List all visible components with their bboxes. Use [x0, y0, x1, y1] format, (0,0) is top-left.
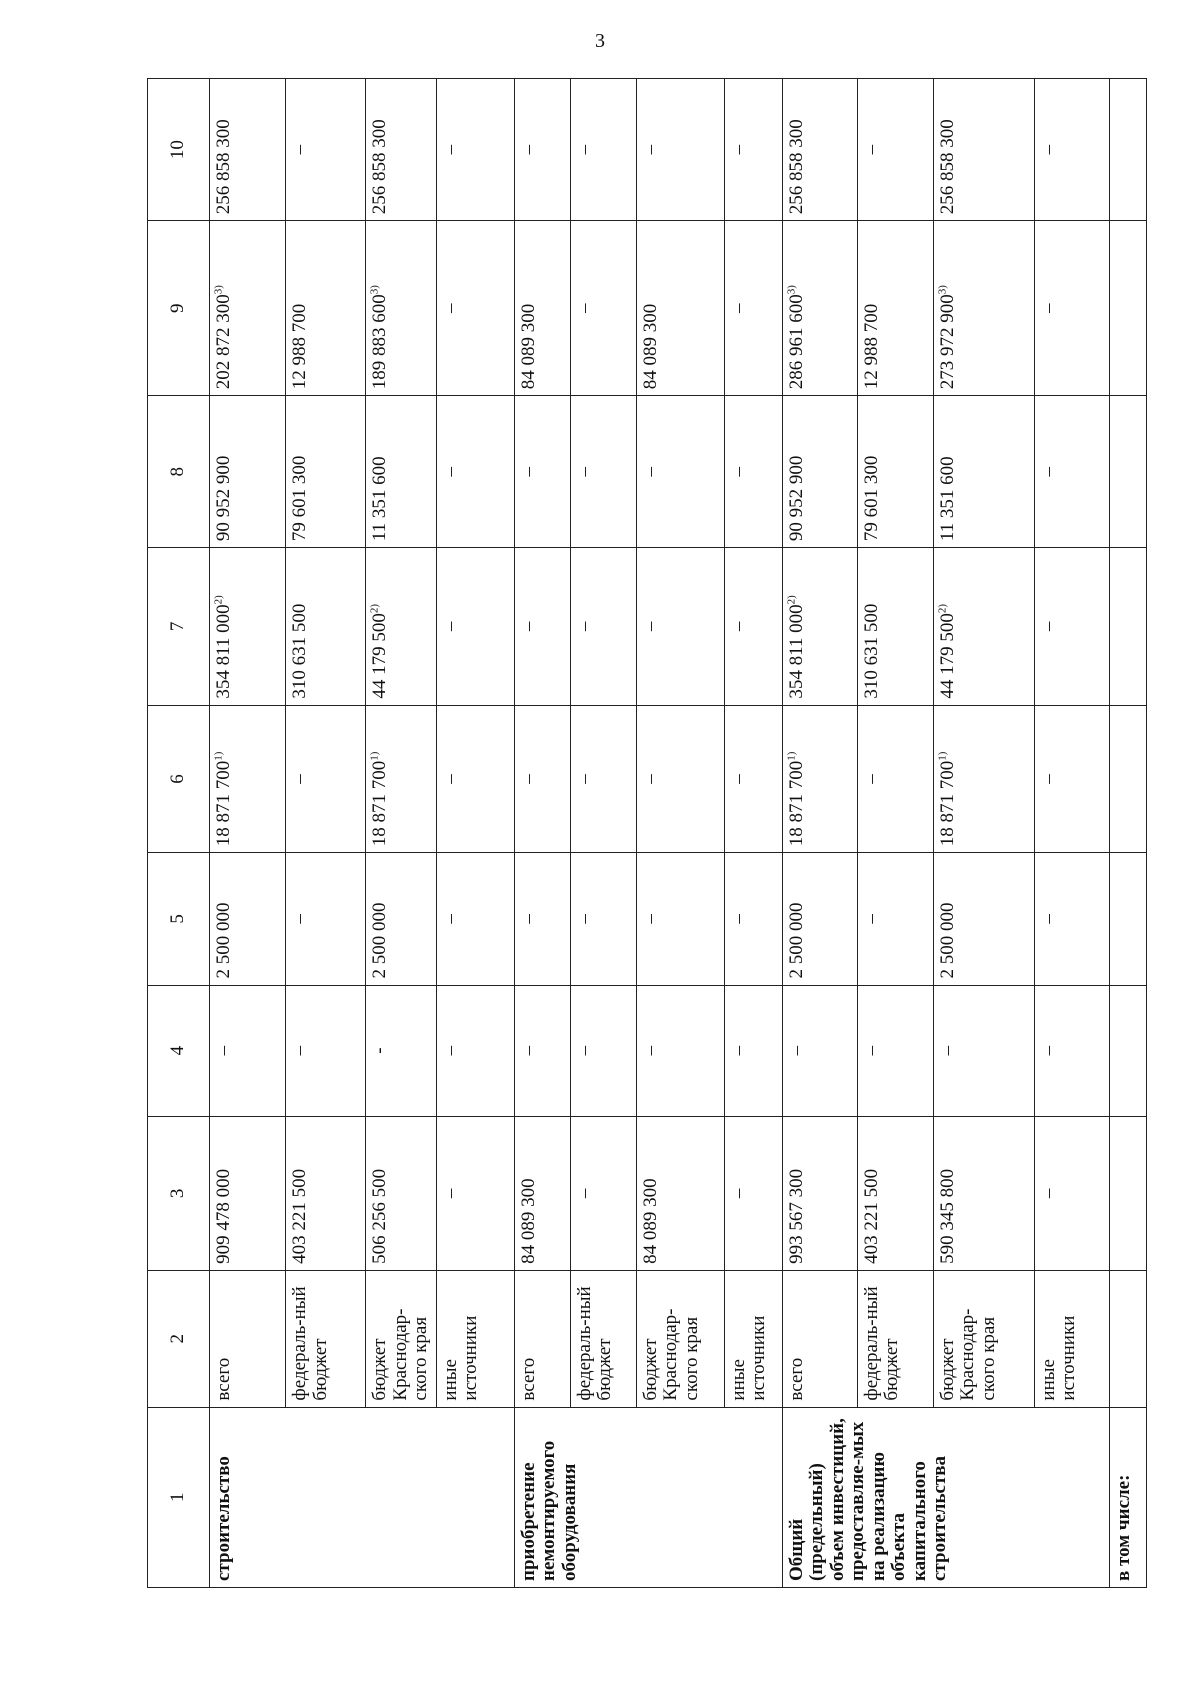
value-text: –: [1037, 621, 1059, 632]
value-text: –: [639, 774, 661, 784]
value-text: –: [439, 914, 461, 924]
value-text: 256 858 300: [213, 119, 234, 215]
value-text: –: [860, 774, 882, 784]
value-cell: [286, 705, 366, 853]
value-cell: [436, 221, 514, 396]
empty-cell: [1109, 79, 1146, 221]
table-row: [210, 79, 286, 1588]
value-text: –: [727, 1045, 749, 1056]
value-text: 403 221 500: [289, 1168, 310, 1264]
value-cell: [933, 221, 1034, 396]
table-row: [366, 79, 437, 1588]
value-text: 310 631 500: [289, 603, 310, 699]
value-cell: [514, 221, 570, 396]
value-text: –: [727, 914, 749, 924]
value-text: –: [639, 621, 661, 632]
value-cell: [210, 853, 286, 985]
footer-label: в том числе:: [1109, 1407, 1146, 1587]
page-number: 3: [595, 30, 605, 52]
value-cell: [514, 985, 570, 1116]
value-cell: [436, 705, 514, 853]
value-cell: [782, 221, 857, 396]
value-text: –: [517, 144, 539, 155]
value-text: –: [289, 774, 310, 784]
value-text: –: [573, 144, 595, 155]
value-text: 90 952 900: [213, 455, 234, 542]
value-text: 2 500 000: [936, 902, 958, 979]
value-cell: [933, 705, 1034, 853]
value-cell: [210, 221, 286, 396]
value-text: 44 179 500: [936, 613, 958, 699]
section-title: строительство: [210, 1407, 515, 1587]
value-text: –: [727, 1188, 749, 1199]
value-text: –: [860, 144, 882, 155]
value-cell: [782, 985, 857, 1116]
value-cell: [514, 79, 570, 221]
value-text: –: [517, 914, 539, 924]
value-text: –: [1037, 1188, 1059, 1199]
footnote-marker: 1): [785, 751, 798, 761]
value-cell: [857, 221, 933, 396]
value-text: 403 221 500: [860, 1168, 882, 1264]
table-row: [436, 79, 514, 1588]
value-text: 79 601 300: [860, 455, 882, 542]
value-text: 90 952 900: [785, 455, 807, 542]
footnote-marker: 3): [785, 285, 798, 295]
value-cell: [933, 79, 1034, 221]
value-cell: [570, 1116, 636, 1270]
value-cell: [514, 705, 570, 853]
value-cell: [1034, 396, 1109, 548]
section-title: приобретение немонтируемого оборудования: [514, 1407, 782, 1587]
value-text: –: [573, 914, 595, 924]
funding-source: всего: [782, 1270, 857, 1407]
rotated-table-container: [147, 78, 1134, 1588]
value-cell: [436, 853, 514, 985]
column-header: 5: [148, 853, 210, 985]
value-text: –: [289, 144, 310, 155]
value-cell: [210, 705, 286, 853]
value-cell: [286, 1116, 366, 1270]
value-text: –: [213, 1045, 234, 1056]
value-cell: [857, 853, 933, 985]
value-cell: [724, 1116, 782, 1270]
value-text: –: [727, 466, 749, 477]
value-cell: [933, 1116, 1034, 1270]
column-header: 7: [148, 548, 210, 705]
value-cell: [366, 79, 437, 221]
value-cell: [1034, 985, 1109, 1116]
value-cell: [514, 1116, 570, 1270]
value-cell: [636, 853, 724, 985]
funding-source: федераль-ный бюджет: [286, 1270, 366, 1407]
value-text: 310 631 500: [860, 603, 882, 699]
empty-cell: [1109, 548, 1146, 705]
value-cell: [1034, 853, 1109, 985]
footnote-marker: 2): [936, 603, 949, 614]
value-cell: [514, 396, 570, 548]
value-cell: [1034, 79, 1109, 221]
value-text: –: [785, 1045, 807, 1056]
value-text: –: [639, 466, 661, 477]
value-text: 11 351 600: [369, 456, 390, 542]
table-row: [514, 79, 570, 1588]
column-header: 9: [148, 221, 210, 396]
value-cell: [210, 79, 286, 221]
footnote-marker: 1): [212, 751, 225, 761]
value-text: –: [727, 144, 749, 155]
column-header: 2: [148, 1270, 210, 1407]
value-text: –: [439, 144, 461, 155]
value-cell: [724, 79, 782, 221]
value-cell: [210, 396, 286, 548]
value-cell: [933, 985, 1034, 1116]
value-cell: [724, 396, 782, 548]
value-text: –: [1037, 914, 1059, 924]
value-text: –: [573, 466, 595, 477]
value-cell: [286, 853, 366, 985]
funding-source: всего: [514, 1270, 570, 1407]
value-text: –: [639, 914, 661, 924]
value-text: 2 500 000: [785, 902, 807, 979]
footnote-marker: 3): [212, 285, 225, 295]
value-cell: [286, 548, 366, 705]
value-text: –: [289, 914, 310, 924]
value-cell: [857, 548, 933, 705]
value-cell: [286, 79, 366, 221]
value-text: 354 811 000: [785, 604, 807, 699]
column-header: 4: [148, 985, 210, 1116]
value-text: 256 858 300: [936, 119, 958, 215]
value-cell: [857, 396, 933, 548]
value-cell: [570, 548, 636, 705]
empty-cell: [1109, 985, 1146, 1116]
value-cell: [1034, 1116, 1109, 1270]
value-text: 256 858 300: [785, 119, 807, 215]
value-text: –: [1037, 144, 1059, 155]
empty-cell: [1109, 705, 1146, 853]
value-text: –: [517, 466, 539, 477]
value-text: –: [439, 774, 461, 784]
value-text: 18 871 700: [785, 760, 807, 847]
value-text: –: [639, 1045, 661, 1056]
value-text: –: [727, 774, 749, 784]
funding-source: бюджет Краснодар-ского края: [933, 1270, 1034, 1407]
value-cell: [436, 1116, 514, 1270]
header-row: [148, 79, 210, 1588]
table-row: [933, 79, 1034, 1588]
value-text: 286 961 600: [785, 294, 807, 390]
empty-cell: [1109, 853, 1146, 985]
value-text: 84 089 300: [517, 303, 539, 390]
empty-cell: [1109, 1270, 1146, 1407]
value-cell: [1034, 221, 1109, 396]
value-cell: [570, 705, 636, 853]
footer-row: [1109, 79, 1146, 1588]
value-cell: [782, 548, 857, 705]
value-text: 44 179 500: [369, 613, 390, 699]
value-cell: [436, 548, 514, 705]
value-text: -: [369, 1047, 390, 1054]
value-text: –: [439, 303, 461, 313]
footnote-marker: 2): [212, 595, 225, 605]
value-cell: [1034, 548, 1109, 705]
value-text: –: [439, 466, 461, 477]
value-cell: [570, 221, 636, 396]
value-text: –: [1037, 303, 1059, 313]
footnote-marker: 1): [936, 751, 949, 761]
value-text: –: [573, 1045, 595, 1056]
value-cell: [366, 221, 437, 396]
value-cell: [1034, 705, 1109, 853]
value-text: 84 089 300: [639, 303, 661, 390]
empty-cell: [1109, 1116, 1146, 1270]
value-cell: [514, 853, 570, 985]
value-cell: [724, 853, 782, 985]
value-cell: [933, 396, 1034, 548]
value-text: –: [573, 621, 595, 632]
value-text: 354 811 000: [213, 604, 234, 699]
value-cell: [366, 548, 437, 705]
value-text: –: [439, 621, 461, 632]
value-cell: [570, 79, 636, 221]
funding-source: иные источники: [436, 1270, 514, 1407]
funding-source: федераль-ный бюджет: [857, 1270, 933, 1407]
value-cell: [570, 985, 636, 1116]
value-text: –: [639, 144, 661, 155]
value-text: 12 988 700: [289, 303, 310, 390]
value-text: –: [573, 303, 595, 313]
table-row: [724, 79, 782, 1588]
value-cell: [636, 396, 724, 548]
value-cell: [782, 705, 857, 853]
value-text: 909 478 000: [213, 1168, 234, 1264]
value-text: –: [517, 774, 539, 784]
funding-source: бюджет Краснодар-ского края: [366, 1270, 437, 1407]
value-cell: [286, 985, 366, 1116]
value-cell: [636, 221, 724, 396]
value-cell: [782, 853, 857, 985]
value-text: 18 871 700: [213, 760, 234, 847]
value-text: –: [439, 1188, 461, 1199]
empty-cell: [1109, 221, 1146, 396]
value-text: 590 345 800: [936, 1168, 958, 1264]
value-text: 256 858 300: [369, 119, 390, 215]
value-cell: [436, 396, 514, 548]
value-cell: [366, 853, 437, 985]
table-row: [857, 79, 933, 1588]
column-header: 10: [148, 79, 210, 221]
footnote-marker: 3): [936, 285, 949, 295]
value-cell: [210, 548, 286, 705]
value-text: –: [860, 1045, 882, 1056]
value-cell: [636, 548, 724, 705]
value-cell: [514, 548, 570, 705]
funding-source: иные источники: [1034, 1270, 1109, 1407]
value-cell: [782, 1116, 857, 1270]
value-text: –: [860, 914, 882, 924]
value-cell: [857, 985, 933, 1116]
value-text: 11 351 600: [936, 456, 958, 542]
value-cell: [366, 705, 437, 853]
value-text: –: [1037, 774, 1059, 784]
table-row: [286, 79, 366, 1588]
value-cell: [570, 853, 636, 985]
value-cell: [570, 396, 636, 548]
value-cell: [286, 396, 366, 548]
value-text: –: [289, 1045, 310, 1056]
value-cell: [366, 1116, 437, 1270]
value-text: 79 601 300: [289, 455, 310, 542]
value-cell: [636, 1116, 724, 1270]
column-header: 3: [148, 1116, 210, 1270]
value-text: –: [439, 1045, 461, 1056]
value-cell: [857, 705, 933, 853]
value-cell: [436, 79, 514, 221]
investment-table: [147, 78, 1147, 1588]
column-header: 8: [148, 396, 210, 548]
table-row: [1034, 79, 1109, 1588]
value-text: –: [1037, 466, 1059, 477]
funding-source: иные источники: [724, 1270, 782, 1407]
value-cell: [724, 221, 782, 396]
value-text: 2 500 000: [213, 902, 234, 979]
value-text: 12 988 700: [860, 303, 882, 390]
value-cell: [782, 396, 857, 548]
value-cell: [724, 548, 782, 705]
column-header: 1: [148, 1407, 210, 1587]
value-cell: [636, 705, 724, 853]
value-text: –: [573, 774, 595, 784]
section-title: Общий (предельный) объем инвестиций, предоставляе-мых на реализацию объекта капитального строительства: [782, 1407, 1109, 1587]
value-cell: [782, 79, 857, 221]
empty-cell: [1109, 396, 1146, 548]
table-row: [782, 79, 857, 1588]
value-text: –: [517, 621, 539, 632]
value-cell: [210, 985, 286, 1116]
value-text: –: [573, 1188, 595, 1199]
value-cell: [286, 221, 366, 396]
value-text: 273 972 900: [936, 294, 958, 390]
value-text: 993 567 300: [785, 1168, 807, 1264]
value-text: 84 089 300: [517, 1178, 539, 1264]
value-text: 189 883 600: [369, 294, 390, 390]
value-text: 18 871 700: [369, 760, 390, 847]
funding-source: бюджет Краснодар-ского края: [636, 1270, 724, 1407]
funding-source: всего: [210, 1270, 286, 1407]
value-text: –: [517, 1045, 539, 1056]
value-cell: [636, 985, 724, 1116]
funding-source: федераль-ный бюджет: [570, 1270, 636, 1407]
value-text: –: [727, 303, 749, 313]
value-cell: [857, 1116, 933, 1270]
value-cell: [857, 79, 933, 221]
value-text: 202 872 300: [213, 294, 234, 390]
value-text: 506 256 500: [369, 1168, 390, 1264]
footnote-marker: 2): [785, 595, 798, 605]
value-text: –: [936, 1045, 958, 1056]
value-text: 18 871 700: [936, 760, 958, 847]
value-cell: [210, 1116, 286, 1270]
value-cell: [724, 985, 782, 1116]
value-cell: [636, 79, 724, 221]
value-cell: [933, 548, 1034, 705]
value-cell: [933, 853, 1034, 985]
value-text: 84 089 300: [639, 1178, 661, 1264]
value-cell: [724, 705, 782, 853]
footnote-marker: 2): [368, 603, 381, 614]
value-text: –: [727, 621, 749, 632]
table-row: [570, 79, 636, 1588]
value-cell: [366, 985, 437, 1116]
column-header: 6: [148, 705, 210, 853]
value-cell: [366, 396, 437, 548]
value-cell: [436, 985, 514, 1116]
footnote-marker: 3): [368, 285, 381, 295]
footnote-marker: 1): [368, 751, 381, 761]
value-text: 2 500 000: [369, 902, 390, 979]
value-text: –: [1037, 1045, 1059, 1056]
table-row: [636, 79, 724, 1588]
